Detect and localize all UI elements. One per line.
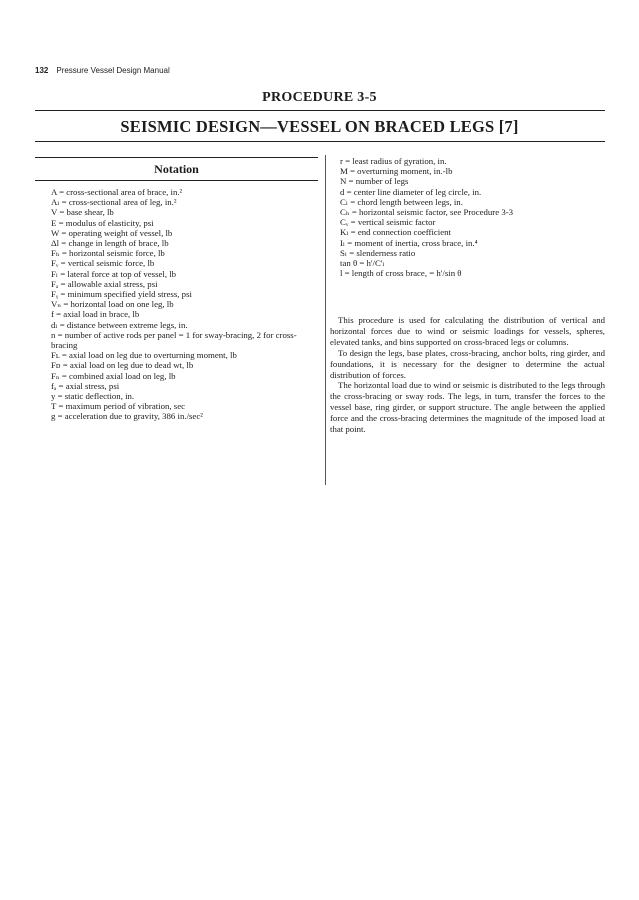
notation-left-list (35, 187, 318, 422)
title-rule-bottom (35, 141, 605, 142)
notation-section (35, 157, 318, 422)
running-header (35, 66, 170, 75)
notation-item: Fₗ = lateral force at top of vessel, lb (51, 268, 177, 279)
notation-right-list (340, 156, 610, 278)
notation-item: r = least radius of gyration, in. (340, 156, 447, 166)
notation-item: Sₗ = slenderness ratio (340, 247, 416, 258)
notation-item: Fᴅ = axial load on leg due to dead wt, lb (51, 360, 194, 371)
notation-item: Kₗ = end connection coefficient (340, 227, 451, 238)
notation-item: T = maximum period of vibration, sec (51, 401, 186, 412)
notation-item: dₗ = distance between extreme legs, in. (51, 319, 188, 330)
notation-item: M = overturning moment, in.-lb (340, 166, 453, 177)
body-paragraph: The horizontal load due to wind or seismic is distributed to the legs through the cross-bracing or sway rods. The legs, in turn, transfer the forces to the vessel base, ring girder, or support structure. The angle between the applied force and the cross-bracing determines the magnitude of the imposed load at that point. (330, 380, 605, 435)
column-divider (325, 155, 326, 485)
notation-heading: Notation (154, 162, 199, 176)
notation-item: Cₕ = horizontal seismic factor, see Procedure 3-3 (340, 207, 514, 218)
notation-item: E = modulus of elasticity, psi (51, 217, 154, 228)
notation-item: A = cross-sectional area of brace, in.² (51, 187, 183, 197)
notation-item: Fᵧ = minimum specified yield stress, psi (51, 289, 192, 300)
notation-item: f = axial load in brace, lb (51, 309, 140, 320)
notation-item: Cₗ = chord length between legs, in. (340, 196, 463, 207)
body-text (330, 315, 605, 435)
notation-item: fₐ = axial stress, psi (51, 380, 120, 391)
book-title: Pressure Vessel Design Manual (56, 66, 170, 75)
page-title: SEISMIC DESIGN—VESSEL ON BRACED LEGS [7] (120, 117, 519, 136)
notation-item: n = number of active rods per panel = 1 for sway-bracing, 2 for cross-bracing (51, 329, 297, 351)
notation-item: W = operating weight of vessel, lb (51, 227, 173, 238)
notation-item: y = static deflection, in. (51, 391, 135, 402)
body-paragraph: To design the legs, base plates, cross-bracing, anchor bolts, ring girder, and foundations, it is necessary for the designer to determine the actual distribution of forces. (330, 347, 605, 380)
notation-item: Iₗ = moment of inertia, cross brace, in.⁴ (340, 237, 478, 248)
notation-item: Cᵥ = vertical seismic factor (340, 217, 436, 228)
notation-rule-bottom (35, 180, 318, 181)
notation-item: d = center line diameter of leg circle, in. (340, 186, 482, 197)
body-paragraph: This procedure is used for calculating the distribution of vertical and horizontal forces due to wind or seismic loadings for vessels, spheres, elevated tanks, and bins supported on cross-braced legs or columns. (330, 315, 605, 347)
notation-item: Δl = change in length of brace, lb (51, 238, 169, 249)
notation-item: N = number of legs (340, 176, 409, 187)
notation-item: Aₗ = cross-sectional area of leg, in.² (51, 197, 177, 208)
notation-item: Fʟ = axial load on leg due to overturning moment, lb (51, 350, 237, 361)
page-number: 132 (35, 66, 49, 75)
notation-item: Fᵥ = vertical seismic force, lb (51, 258, 155, 269)
notation-item: tan θ = h'/C'ₗ (340, 258, 385, 269)
notation-item: Vₙ = horizontal load on one leg, lb (51, 299, 174, 310)
notation-item: g = acceleration due to gravity, 386 in./sec² (51, 411, 203, 422)
title-rule-top (35, 110, 605, 111)
notation-item: Fₕ = horizontal seismic force, lb (51, 248, 165, 259)
notation-item: V = base shear, lb (51, 207, 114, 218)
notation-item: Fₐ = allowable axial stress, psi (51, 278, 158, 289)
notation-item: l = length of cross brace, = h'/sin θ (340, 268, 462, 279)
notation-item: Fₙ = combined axial load on leg, lb (51, 370, 176, 381)
procedure-label: PROCEDURE 3-5 (262, 90, 377, 105)
